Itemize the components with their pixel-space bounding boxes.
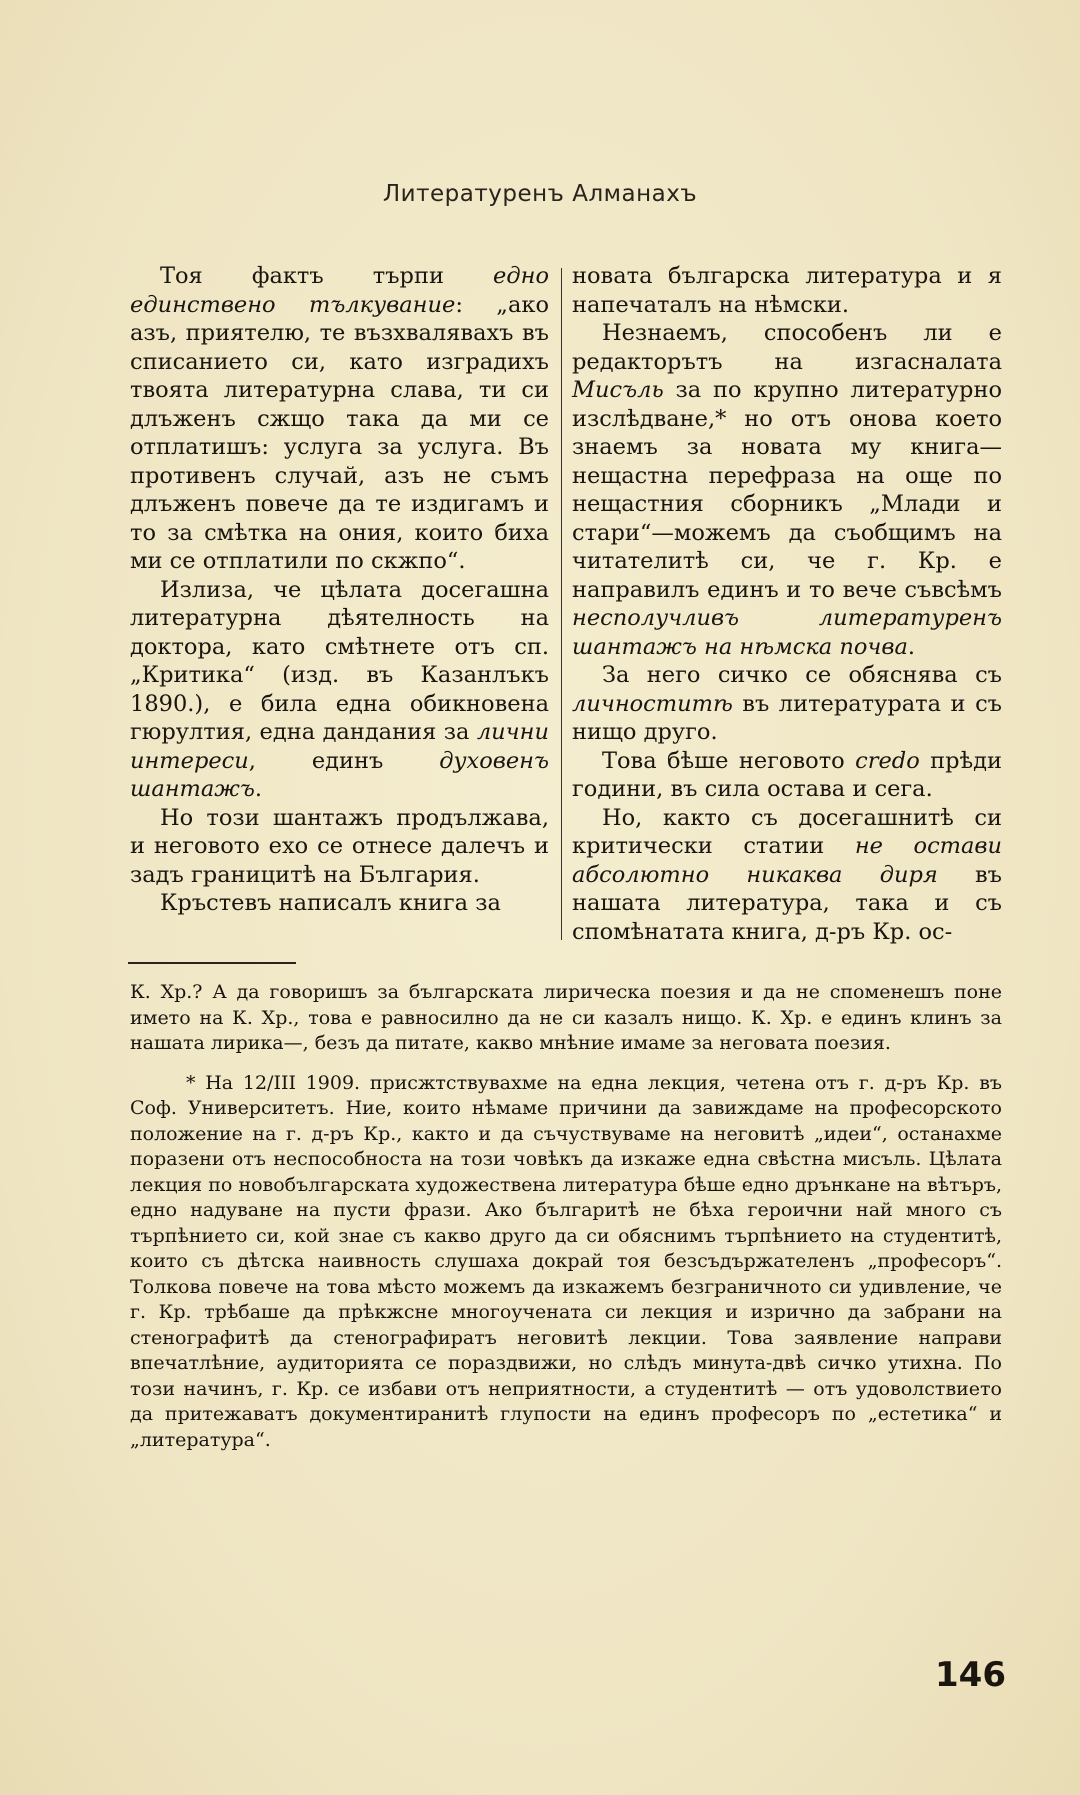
paragraph: Но този шантажъ продължава, и неговото ехо се отнесе далечъ и задъ границитѣ на България. bbox=[130, 804, 549, 888]
italic-phrase: духовенъ шантажъ bbox=[130, 747, 549, 802]
text-run: , единъ bbox=[248, 747, 440, 774]
text-run: . bbox=[254, 776, 263, 802]
text-run: За него сичко се обяснява съ bbox=[602, 662, 1002, 688]
italic-phrase: Мисъль bbox=[572, 377, 664, 403]
text-run: . bbox=[907, 633, 916, 660]
footnotes bbox=[130, 980, 1002, 1453]
text-run: Но, както съ досегашнитѣ си критически статии bbox=[572, 804, 1002, 859]
text-run: : „ако азъ, приятелю, те възхвалявахъ въ списанието си, като изградихъ твоята литературна слава, ти си длъженъ сжщо така да ми се отплатишъ: услуга за услуга. Въ противенъ случай, азъ не съмъ длъженъ повече да те издигамъ и то за смѣтка на ония, които биха ми се отплатили по скжпо“. bbox=[130, 291, 549, 574]
footnote: * На 12/III 1909. присжтствувахме на една лекция, четена отъ г. д-ръ Кр. въ Соф. Университетъ. Ние, които нѣмаме причини да завиждаме на професорското положение на г. д-ръ Кр., както и да съчуствуваме на неговитѣ „идеи“, останахме поразени отъ неспособноста на този човѣкъ да изкаже една свѣстна мисъль. Цѣлата лекция по новобългарската художествена литература бѣше едно дрънкане на вѣтъръ, едно надуване на пусти фрази. Ако българитѣ не бѣха героични най много съ търпѣнието си, кой знае съ какво друго да си обяснимъ търпѣнието на студентитѣ, които съ дѣтска наивность слушаха докрай тоя безсъдържателенъ „професоръ“. Толкова повече на това мѣсто можемъ да изкажемъ безграничното си удивление, че г. Кр. трѣбаше да прѣкжсне многоучената си лекция и изрично да забрани на стенографитѣ да стенографиратъ неговитѣ лекции. Това заявление направи впечатлѣние, аудиторията се пораздвижи, но слѣдъ минута-двѣ сичко утихна. По този начинъ, г. Кр. се избави отъ неприятности, а студентитѣ — отъ удоволствието да притежаватъ документиранитѣ глупости на единъ професоръ по „естетика“ и „литература“. bbox=[130, 1071, 1002, 1451]
running-header: Литературенъ Алманахъ bbox=[382, 181, 698, 207]
italic-phrase: credo bbox=[855, 747, 920, 774]
left-column bbox=[130, 262, 549, 918]
paragraph bbox=[572, 319, 1002, 661]
page-number: 146 bbox=[935, 1655, 1006, 1695]
paragraph: Кръстевъ написалъ книга за bbox=[160, 890, 501, 916]
paragraph bbox=[130, 262, 549, 576]
paragraph bbox=[130, 576, 549, 804]
italic-phrase: личноститѣ bbox=[572, 690, 733, 717]
paragraph bbox=[572, 747, 1002, 804]
text-run: Тоя фактъ търпи bbox=[160, 263, 494, 289]
italic-phrase: несполучливъ литературенъ шантажъ на нѣмска почва bbox=[572, 605, 1002, 660]
italic-phrase: лични интереси bbox=[130, 719, 549, 774]
paragraph bbox=[572, 661, 1002, 747]
footnote-continued: К. Хр.? А да говоришъ за българската лирическа поезия и да не споменешъ поне името на К. Хр., това е равносилно да не си казалъ нищо. К. Хр. е единъ клинъ за нашата лирика—, безъ да питате, какво мнѣние имаме за неговата поезия. bbox=[130, 981, 1002, 1054]
text-run: Незнаемъ, способенъ ли е редакторътъ на изгасналата bbox=[572, 320, 1002, 375]
text-run: прѣди години, въ сила остава и сега. bbox=[572, 747, 1002, 802]
text-run: Това бѣше неговото bbox=[602, 747, 856, 774]
text-run: въ литературата и съ нищо друго. bbox=[572, 690, 1002, 745]
paragraph bbox=[572, 804, 1002, 947]
paragraph: новата българска литература и я напечаталъ на нѣмски. bbox=[572, 263, 1002, 318]
right-column bbox=[572, 262, 1002, 946]
italic-phrase: едно единствено тълкувание bbox=[130, 263, 549, 318]
footnote-separator bbox=[128, 962, 296, 964]
text-run: за по крупно литературно изслѣдване,* но отъ онова което знаемъ за новата му книга—нещастна перефраза на още по нещастния сборникъ „Млади и стари“—можемъ да съобщимъ на читателитѣ си, че г. Кр. е направилъ единъ и то вече съвсѣмъ bbox=[572, 377, 1002, 603]
italic-phrase: не остави абсолютно никаква диря bbox=[572, 833, 1003, 888]
text-run: Излиза, че цѣлата досегашна литературна дѣятелность на доктора, като смѣтнете отъ сп. „Критика“ (изд. въ Казанлъкъ 1890.), е била една обикновена гюрултия, една дандания за bbox=[130, 576, 549, 745]
text-run: въ нашата литература, така и съ спомѣнатата книга, д-ръ Кр. ос- bbox=[572, 861, 1002, 945]
column-divider bbox=[561, 268, 562, 940]
